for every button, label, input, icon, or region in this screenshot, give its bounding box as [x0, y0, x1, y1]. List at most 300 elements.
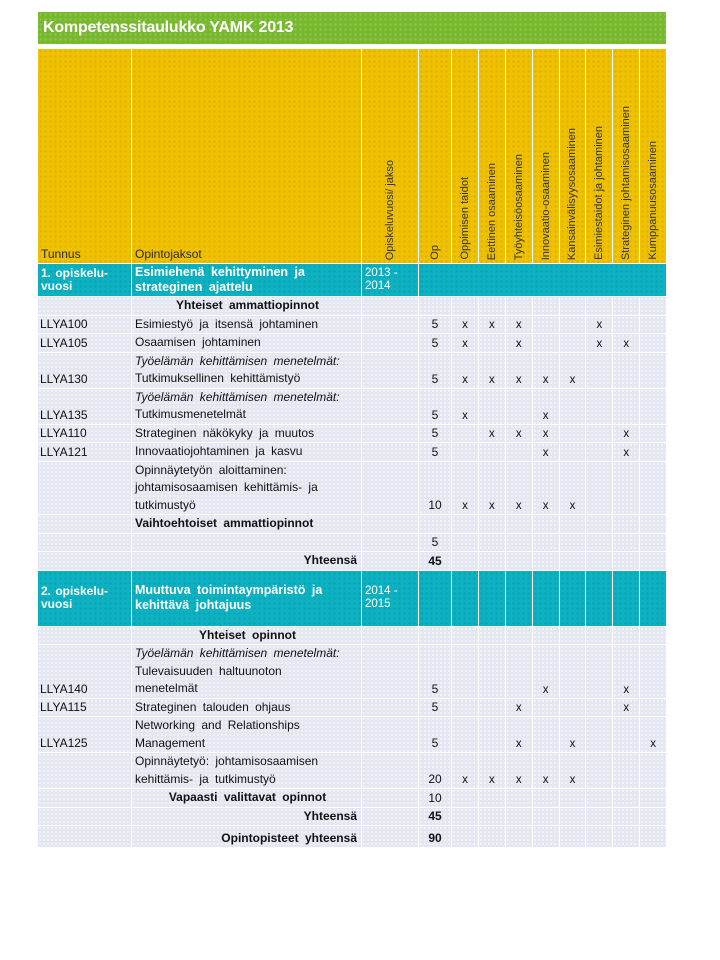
competence-mark: [452, 534, 478, 552]
period-cell: [362, 462, 418, 515]
competence-mark: [640, 515, 666, 533]
course-code: LLYA110: [38, 425, 131, 443]
section-band-fill: [452, 571, 478, 626]
column-header-competence-5: [560, 49, 586, 263]
competence-mark: [560, 316, 586, 334]
competence-mark: [533, 316, 559, 334]
course-code: LLYA100: [38, 316, 131, 334]
course-name-line: Tutkimuksellinen kehittämistyö: [135, 371, 301, 385]
competence-mark: [640, 316, 666, 334]
course-name-line: Tulevaisuuden haltuunoton: [135, 663, 282, 678]
competence-mark: [586, 808, 612, 826]
course-name-line: Opinnäytetyön aloittaminen:: [135, 462, 287, 477]
competence-mark: [452, 789, 478, 807]
course-name: [132, 425, 361, 443]
competence-mark: x: [533, 645, 559, 698]
section-band-fill: [419, 571, 451, 626]
competence-mark: [506, 627, 532, 645]
competence-mark: x: [533, 753, 559, 788]
period-cell: [362, 297, 418, 315]
course-row: [38, 717, 666, 752]
subheader-label: [132, 627, 361, 645]
op-credits: 5: [419, 699, 451, 717]
op-credits: 90: [419, 826, 451, 847]
op-credits: 5: [419, 389, 451, 424]
competence-mark: [560, 389, 586, 424]
competence-mark: [586, 717, 612, 752]
period-cell: [362, 789, 418, 807]
competence-mark: [586, 645, 612, 698]
course-name-line: Työelämän kehittämisen menetelmät:: [135, 389, 340, 404]
section-band-fill: [640, 571, 666, 626]
competence-mark: [479, 789, 505, 807]
competence-header-label: Strateginen johtamisosaaminen: [620, 105, 633, 260]
competence-mark: [586, 789, 612, 807]
competence-mark: x: [533, 462, 559, 515]
competence-mark: x: [586, 316, 612, 334]
course-row: [38, 699, 666, 717]
competence-mark: [613, 297, 639, 315]
competence-mark: x: [452, 389, 478, 424]
competence-mark: x: [452, 353, 478, 388]
competence-header-label: Työyhteisöosaaminen: [512, 153, 525, 260]
period-cell: [362, 425, 418, 443]
course-name-line: Osaamisen johtaminen: [135, 335, 261, 349]
competence-mark: x: [506, 425, 532, 443]
course-name-line: Management: [135, 735, 206, 750]
competence-mark: x: [613, 443, 639, 461]
competence-mark: [533, 808, 559, 826]
competence-mark: [533, 789, 559, 807]
course-code: [38, 826, 131, 847]
competence-mark: x: [533, 389, 559, 424]
course-name-line: Tutkimusmenetelmät: [135, 407, 246, 421]
label-text: Yhteiset opinnot: [199, 627, 296, 642]
competence-mark: [640, 699, 666, 717]
section-band: [38, 571, 666, 626]
competence-mark: [452, 645, 478, 698]
competence-mark: [452, 443, 478, 461]
table-title-bar: [38, 12, 666, 44]
section-year-label: 1. opiskelu-vuosi: [41, 266, 109, 293]
competence-mark: [533, 717, 559, 752]
competence-mark: [479, 645, 505, 698]
column-header-competence-6: [586, 49, 612, 263]
column-header-period: Opiskeluvuosi/ jakso: [362, 49, 418, 263]
competence-mark: x: [452, 462, 478, 515]
section-title-label: Muuttuva toimintaympäristö ja kehittävä johtajuus: [135, 583, 323, 612]
competence-mark: [560, 645, 586, 698]
course-code: [38, 808, 131, 826]
competence-mark: [586, 462, 612, 515]
period-cell: [362, 534, 418, 552]
course-name: [132, 645, 361, 698]
op-credits: [419, 297, 451, 315]
competence-mark: [506, 297, 532, 315]
section-band-fill: [419, 264, 666, 296]
course-code: [38, 753, 131, 788]
section-title: [132, 571, 361, 626]
competence-mark: [613, 627, 639, 645]
competence-mark: [640, 297, 666, 315]
course-name-line: johtamisosaamisen kehittämis- ja: [135, 480, 318, 494]
competence-mark: x: [506, 334, 532, 352]
competence-mark: [479, 826, 505, 847]
competence-mark: [452, 552, 478, 570]
competence-header-label: Eettinen osaaminen: [485, 162, 498, 260]
competence-mark: [640, 353, 666, 388]
column-header-competence-1: [452, 49, 478, 263]
competence-mark: x: [452, 334, 478, 352]
competence-header-label: Kansainvälisyysosaaminen: [566, 127, 579, 260]
competence-mark: [586, 389, 612, 424]
section-band-fill: [479, 571, 505, 626]
course-row: [38, 425, 666, 443]
section-band-fill: [586, 571, 612, 626]
op-credits: 5: [419, 316, 451, 334]
competence-mark: [613, 353, 639, 388]
competence-mark: [479, 699, 505, 717]
subheader-label: [132, 515, 361, 533]
competence-mark: [479, 717, 505, 752]
competence-mark: [452, 297, 478, 315]
competence-mark: [560, 699, 586, 717]
competence-mark: [613, 826, 639, 847]
period-cell: [362, 808, 418, 826]
competence-mark: [506, 808, 532, 826]
course-name-line: Esimiestyö ja itsensä johtaminen: [135, 316, 319, 331]
competence-mark: x: [479, 753, 505, 788]
competence-mark: [506, 515, 532, 533]
competence-mark: [506, 443, 532, 461]
competence-mark: [452, 425, 478, 443]
competence-header-label: Oppimisen taidot: [458, 177, 471, 260]
course-code: [38, 534, 131, 552]
competence-mark: x: [506, 753, 532, 788]
competence-mark: x: [479, 316, 505, 334]
competence-mark: x: [533, 443, 559, 461]
period-cell: [362, 389, 418, 424]
column-header-competence-8: [640, 49, 666, 263]
competence-mark: [560, 789, 586, 807]
competence-mark: x: [506, 316, 532, 334]
course-row: [38, 462, 666, 515]
op-credits: 5: [419, 334, 451, 352]
competence-mark: [613, 462, 639, 515]
competence-mark: [533, 534, 559, 552]
competence-mark: x: [560, 462, 586, 515]
competence-mark: [479, 334, 505, 352]
course-code: LLYA140: [38, 645, 131, 698]
competence-mark: [452, 826, 478, 847]
competence-mark: [640, 425, 666, 443]
period-cell: [362, 717, 418, 752]
competence-mark: [479, 808, 505, 826]
competence-mark: [640, 552, 666, 570]
competence-mark: [613, 717, 639, 752]
competence-mark: [533, 297, 559, 315]
competence-mark: [506, 645, 532, 698]
competence-mark: [506, 826, 532, 847]
section-period: [362, 571, 418, 626]
op-credits: 5: [419, 443, 451, 461]
competence-mark: [586, 443, 612, 461]
section-year: [38, 571, 131, 626]
competence-mark: x: [506, 717, 532, 752]
competence-mark: x: [640, 717, 666, 752]
op-credits: 5: [419, 534, 451, 552]
column-header-competence-2: [479, 49, 505, 263]
course-name-line: Työelämän kehittämisen menetelmät:: [135, 353, 340, 368]
competence-header-label: Esimiestaidot ja johtaminen: [593, 126, 606, 260]
competence-mark: x: [613, 334, 639, 352]
op-credits: 5: [419, 717, 451, 752]
section-band-fill: [506, 571, 532, 626]
competence-mark: x: [586, 334, 612, 352]
label-text: Yhteensä: [303, 553, 357, 567]
competence-mark: [613, 515, 639, 533]
course-name-line: Opinnäytetyö: johtamisosaamisen: [135, 754, 319, 768]
total-label: [132, 808, 361, 826]
op-credits: 5: [419, 645, 451, 698]
competence-mark: [586, 534, 612, 552]
competence-mark: [613, 789, 639, 807]
course-row: [38, 443, 666, 461]
op-credits: 45: [419, 808, 451, 826]
competence-mark: [479, 515, 505, 533]
competence-header-label: Kumppanuusosaaminen: [647, 141, 660, 260]
course-name: [132, 699, 361, 717]
competence-mark: [452, 699, 478, 717]
label-text: Yhteensä: [303, 808, 357, 823]
total-label: [132, 552, 361, 570]
label-text: Vapaasti valittavat opinnot: [168, 790, 327, 804]
competence-mark: [533, 334, 559, 352]
competence-mark: x: [452, 753, 478, 788]
op-credits: 10: [419, 789, 451, 807]
competence-mark: [560, 552, 586, 570]
competence-mark: [586, 826, 612, 847]
competence-mark: [586, 753, 612, 788]
course-name-line: Työelämän kehittämisen menetelmät:: [135, 646, 340, 660]
competence-mark: x: [613, 645, 639, 698]
course-name-line: menetelmät: [135, 681, 198, 695]
competence-mark: [560, 334, 586, 352]
competence-mark: [640, 627, 666, 645]
course-name: [132, 717, 361, 752]
section-year: [38, 264, 131, 296]
competence-header-label: Innovaatio-osaaminen: [539, 151, 552, 260]
competence-mark: x: [560, 353, 586, 388]
competence-mark: x: [506, 353, 532, 388]
competence-mark: [506, 389, 532, 424]
period-cell: [362, 515, 418, 533]
competence-mark: [586, 552, 612, 570]
competence-mark: x: [506, 699, 532, 717]
competence-mark: x: [560, 717, 586, 752]
course-name: [132, 462, 361, 515]
competence-mark: [640, 443, 666, 461]
course-row: [38, 353, 666, 388]
period-cell: [362, 826, 418, 847]
section-period-label: 2013 - 2014: [365, 267, 398, 292]
course-code: LLYA115: [38, 699, 131, 717]
subheader-row: [38, 297, 666, 315]
competence-mark: [640, 808, 666, 826]
course-name-line: Strateginen näkökyky ja muutos: [135, 425, 315, 440]
column-header-opintojaksot: Opintojaksot: [132, 49, 361, 263]
course-row: [38, 753, 666, 788]
op-credits: 20: [419, 753, 451, 788]
course-code: [38, 789, 131, 807]
competence-mark: [452, 515, 478, 533]
competence-mark: [560, 443, 586, 461]
competence-mark: [560, 627, 586, 645]
course-code: LLYA130: [38, 353, 131, 388]
competence-mark: [560, 425, 586, 443]
total-row: [38, 808, 666, 826]
course-name: [132, 534, 361, 552]
label-text: Vaihtoehtoiset ammattiopinnot: [135, 516, 314, 530]
section-year-label: 2. opiskelu-vuosi: [41, 584, 109, 611]
period-cell: [362, 699, 418, 717]
course-code: LLYA135: [38, 389, 131, 424]
course-name: [132, 353, 361, 388]
competence-mark: [479, 389, 505, 424]
subheader-label: [132, 789, 361, 807]
course-name: [132, 389, 361, 424]
competence-mark: [560, 826, 586, 847]
competence-mark: [586, 627, 612, 645]
period-cell: [362, 627, 418, 645]
total-row: [38, 552, 666, 570]
course-code: [38, 552, 131, 570]
competence-mark: [640, 826, 666, 847]
course-name: [132, 334, 361, 352]
competence-mark: [613, 534, 639, 552]
subheader-row: [38, 627, 666, 645]
competence-mark: [479, 627, 505, 645]
competence-mark: [533, 699, 559, 717]
period-cell: [362, 645, 418, 698]
competence-mark: [586, 353, 612, 388]
period-cell: [362, 443, 418, 461]
course-row: [38, 645, 666, 698]
competence-mark: [533, 627, 559, 645]
course-name-line: Networking and Relationships: [135, 718, 300, 732]
competence-mark: [586, 297, 612, 315]
competence-mark: [533, 515, 559, 533]
competence-mark: [479, 443, 505, 461]
section-band: [38, 264, 666, 296]
competence-mark: [452, 717, 478, 752]
competence-mark: x: [560, 753, 586, 788]
course-code: [38, 627, 131, 645]
course-row: [38, 334, 666, 352]
course-code: [38, 297, 131, 315]
op-credits: [419, 627, 451, 645]
period-cell: [362, 753, 418, 788]
column-header-op: Op: [419, 49, 451, 263]
subheader-row: [38, 789, 666, 807]
competence-mark: x: [479, 353, 505, 388]
competence-mark: [506, 789, 532, 807]
period-cell: [362, 552, 418, 570]
competence-mark: x: [506, 462, 532, 515]
op-credits: 45: [419, 552, 451, 570]
competence-mark: x: [479, 425, 505, 443]
competence-mark: [586, 515, 612, 533]
course-row: [38, 389, 666, 424]
competence-mark: [640, 334, 666, 352]
course-row: [38, 534, 666, 552]
course-name-line: tutkimustyö: [135, 497, 196, 512]
competence-mark: x: [533, 353, 559, 388]
course-code: [38, 462, 131, 515]
table-header: [38, 49, 666, 263]
competence-mark: [533, 826, 559, 847]
competence-table: [38, 12, 666, 848]
total-row: [38, 826, 666, 847]
competence-mark: [586, 699, 612, 717]
section-period: [362, 264, 418, 296]
competence-mark: [613, 808, 639, 826]
course-code: LLYA121: [38, 443, 131, 461]
competence-mark: [506, 534, 532, 552]
column-header-competence-3: [506, 49, 532, 263]
period-cell: [362, 353, 418, 388]
course-code: [38, 515, 131, 533]
table-body: [38, 264, 666, 847]
section-band-fill: [560, 571, 586, 626]
course-name-line: kehittämis- ja tutkimustyö: [135, 771, 276, 786]
table-title: Kompetenssitaulukko YAMK 2013: [43, 19, 294, 36]
competence-mark: [560, 808, 586, 826]
op-credits: 5: [419, 425, 451, 443]
op-credits: [419, 515, 451, 533]
competence-mark: [613, 316, 639, 334]
section-title: [132, 264, 361, 296]
op-credits: 10: [419, 462, 451, 515]
op-credits: 5: [419, 353, 451, 388]
course-name: [132, 753, 361, 788]
competence-mark: [640, 534, 666, 552]
period-cell: [362, 334, 418, 352]
competence-mark: [613, 389, 639, 424]
competence-mark: [560, 515, 586, 533]
subheader-row: [38, 515, 666, 533]
course-code: LLYA125: [38, 717, 131, 752]
competence-mark: x: [613, 425, 639, 443]
competence-mark: [640, 462, 666, 515]
section-period-label: 2014 - 2015: [365, 585, 398, 610]
course-name-line: Strateginen talouden ohjaus: [135, 699, 291, 714]
competence-mark: [533, 552, 559, 570]
competence-mark: x: [613, 699, 639, 717]
competence-mark: [613, 753, 639, 788]
section-title-label: Esimiehenä kehittyminen ja strateginen ajattelu: [135, 265, 305, 294]
competence-mark: [640, 389, 666, 424]
competence-mark: [560, 534, 586, 552]
subheader-label: [132, 297, 361, 315]
competence-mark: [640, 789, 666, 807]
label-text: Opintopisteet yhteensä: [221, 830, 357, 845]
competence-mark: [586, 425, 612, 443]
course-name: [132, 443, 361, 461]
competence-mark: [452, 627, 478, 645]
competence-mark: x: [533, 425, 559, 443]
competence-mark: [613, 552, 639, 570]
